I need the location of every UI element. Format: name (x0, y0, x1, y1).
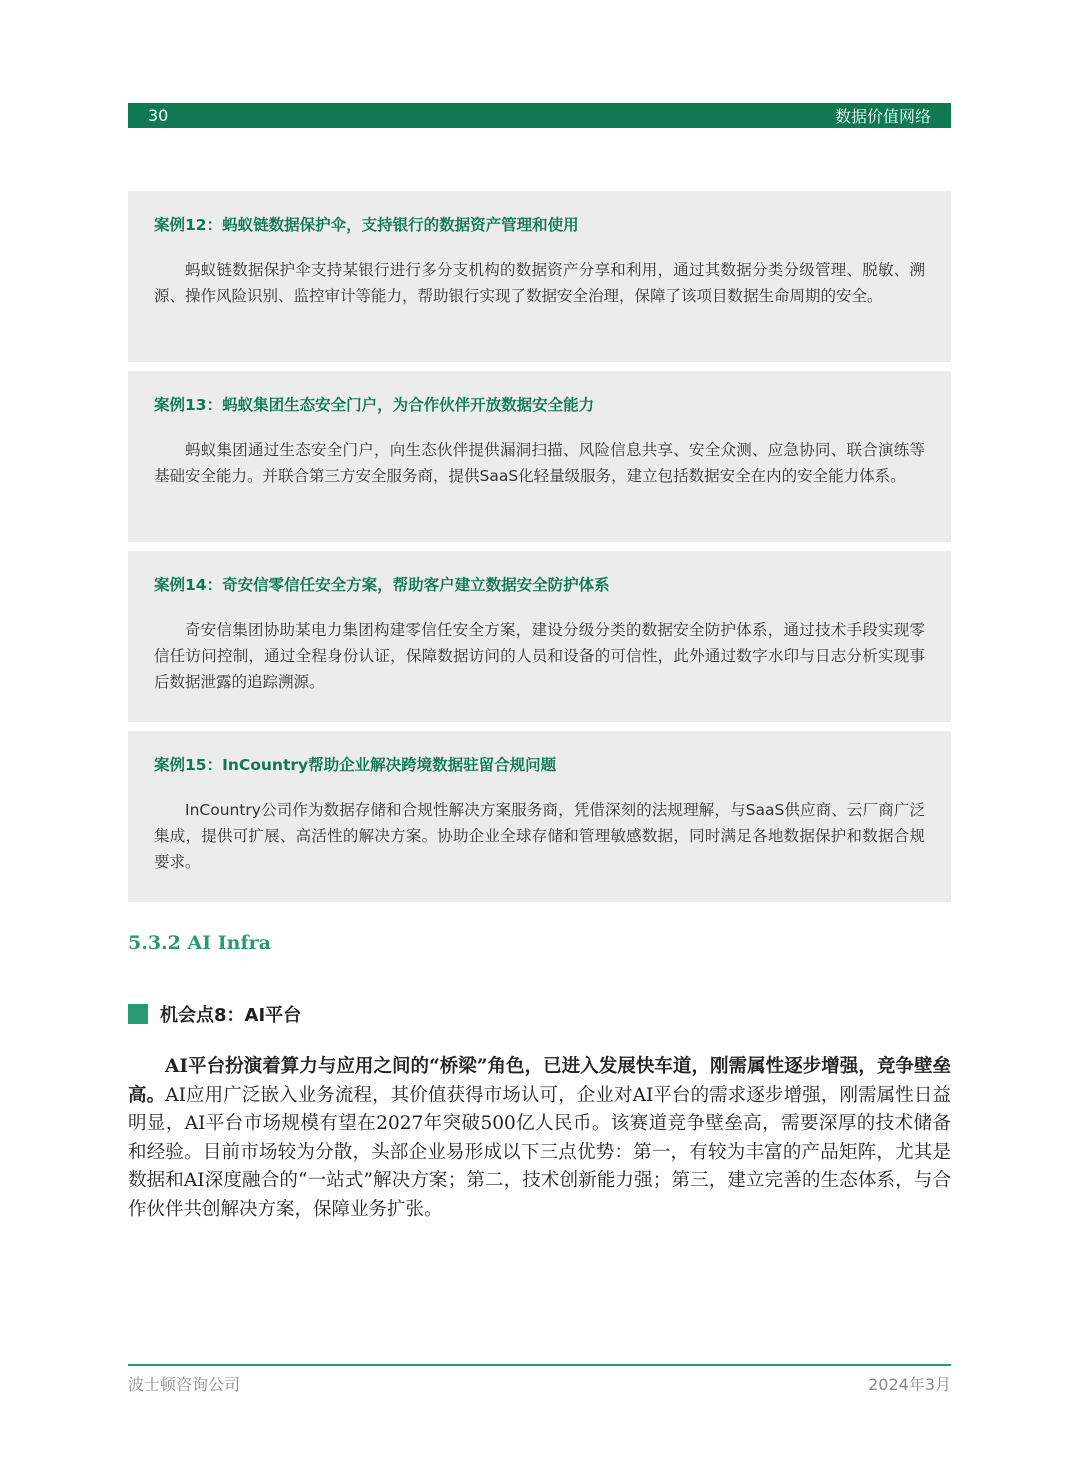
footer-company: 波士顿咨询公司 (128, 1375, 241, 1394)
case-title: 案例12：蚂蚁链数据保护伞，支持银行的数据资产管理和使用 (154, 216, 579, 234)
footer-divider (128, 1364, 951, 1366)
case-box-15 (128, 731, 951, 902)
section-heading: 5.3.2 AI Infra (128, 932, 271, 954)
case-body: 蚂蚁链数据保护伞支持某银行进行多分支机构的数据资产分享和利用，通过其数据分类分级管理、脱敏、溯源、操作风险识别、监控审计等能力，帮助银行实现了数据安全治理，保障了该项目数据生命周期的安全。 (154, 261, 925, 305)
case-title: 案例13：蚂蚁集团生态安全门户，为合作伙伴开放数据安全能力 (154, 396, 595, 414)
case-body: 蚂蚁集团通过生态安全门户，向生态伙伴提供漏洞扫描、风险信息共享、安全众测、应急协同、联合演练等基础安全能力。并联合第三方安全服务商，提供SaaS化轻量级服务，建立包括数据安全在内的安全能力体系。 (154, 441, 925, 485)
paragraph-rest: AI应用广泛嵌入业务流程，其价值获得市场认可，企业对AI平台的需求逐步增强，刚需属性日益明显，AI平台市场规模有望在2027年突破500亿人民币。该赛道竞争壁垒高，需要深厚的技术储备和经验。目前市场较为分散，头部企业易形成以下三点优势：第一，有较为丰富的产品矩阵，尤其是数据和AI深度融合的“一站式”解决方案；第二，技术创新能力强；第三，建立完善的生态体系，与合作伙伴共创解决方案，保障业务扩张。 (128, 1084, 951, 1220)
footer-date: 2024年3月 (868, 1375, 951, 1394)
case-box-14 (128, 551, 951, 722)
case-body: InCountry公司作为数据存储和合规性解决方案服务商，凭借深刻的法规理解，与SaaS供应商、云厂商广泛集成，提供可扩展、高活性的解决方案。协助企业全球存储和管理敏感数据，同时满足各地数据保护和数据合规要求。 (154, 801, 925, 871)
heading-marker-icon (128, 1004, 148, 1024)
case-title: 案例14：奇安信零信任安全方案，帮助客户建立数据安全防护体系 (154, 576, 610, 594)
page-number: 30 (148, 106, 169, 125)
report-title: 数据价值网络 (834, 107, 931, 126)
opportunity-heading (128, 1001, 301, 1027)
paragraph-lead: AI平台扮演着算力与应用之间的“桥梁”角色，已进入发展快车道，刚需属性逐步增强，竞争壁垒高。 (128, 1056, 951, 1106)
opportunity-label: 机会点8：AI平台 (160, 1005, 302, 1026)
case-body: 奇安信集团协助某电力集团构建零信任安全方案，建设分级分类的数据安全防护体系，通过技术手段实现零信任访问控制，通过全程身份认证，保障数据访问的人员和设备的可信性，此外通过数字水印与日志分析实现事后数据泄露的追踪溯源。 (154, 621, 925, 691)
case-title: 案例15：InCountry帮助企业解决跨境数据驻留合规问题 (154, 756, 557, 774)
body-paragraph (128, 1053, 951, 1224)
page-header-bar (128, 103, 951, 128)
case-box-12 (128, 191, 951, 362)
case-box-13 (128, 371, 951, 542)
